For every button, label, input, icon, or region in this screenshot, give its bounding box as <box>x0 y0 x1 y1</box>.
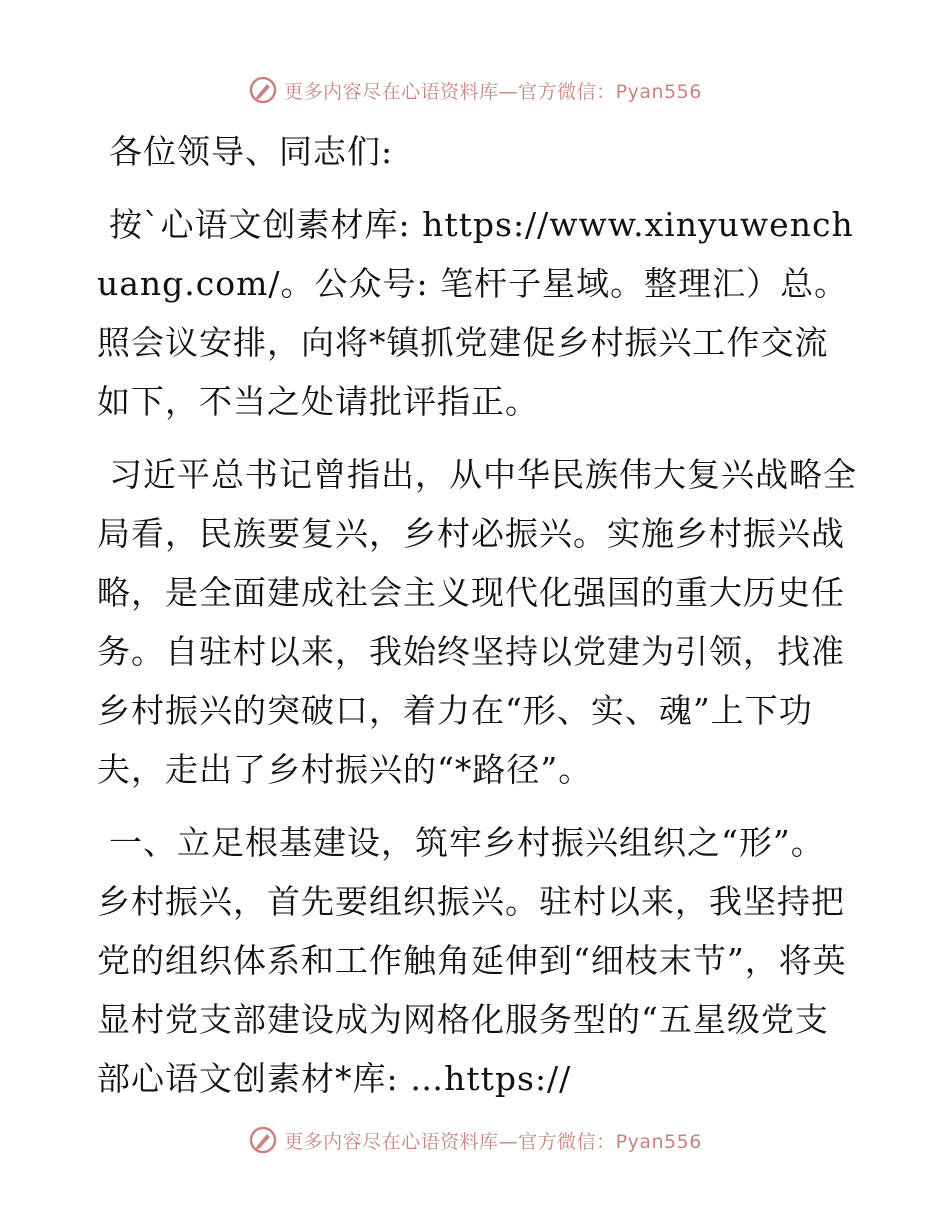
greeting-paragraph: 各位领导、同志们: <box>109 132 394 171</box>
header-watermark <box>0 70 950 110</box>
pen-logo-icon <box>248 1125 278 1155</box>
section-one-paragraph: 一、立足根基建设，筑牢乡村振兴组织之“形”。乡村振兴，首先要组织振兴。驻村以来，我坚持把党的组织体系和工作触角延伸到“细枝末节”，将英显村党支部建设成为网格化服务型的“五星级党支部心语文创素材*库: …https:// <box>97 823 847 1098</box>
intro-paragraph: 按`心语文创素材库: https://www.xinyuwenchuang.com/。公众号: 笔杆子星域。整理汇）总。照会议安排，向将*镇抓党建促乡村振兴工作交流如下，不当之处请批评指正。 <box>97 205 854 421</box>
pen-logo-icon <box>248 75 278 105</box>
background-paragraph: 习近平总书记曾指出，从中华民族伟大复兴战略全局看，民族要复兴，乡村必振兴。实施乡村振兴战略，是全面建成社会主义现代化强国的重大历史任务。自驻村以来，我始终坚持以党建为引领，找准乡村振兴的突破口，着力在“形、实、魂”上下功夫，走出了乡村振兴的“*路径”。 <box>97 455 857 789</box>
footer-watermark <box>0 1120 950 1160</box>
document-body <box>97 122 857 1122</box>
watermark-text: 更多内容尽在心语资料库—官方微信：Pyan556 <box>284 1130 702 1153</box>
watermark-text: 更多内容尽在心语资料库—官方微信：Pyan556 <box>284 80 702 103</box>
